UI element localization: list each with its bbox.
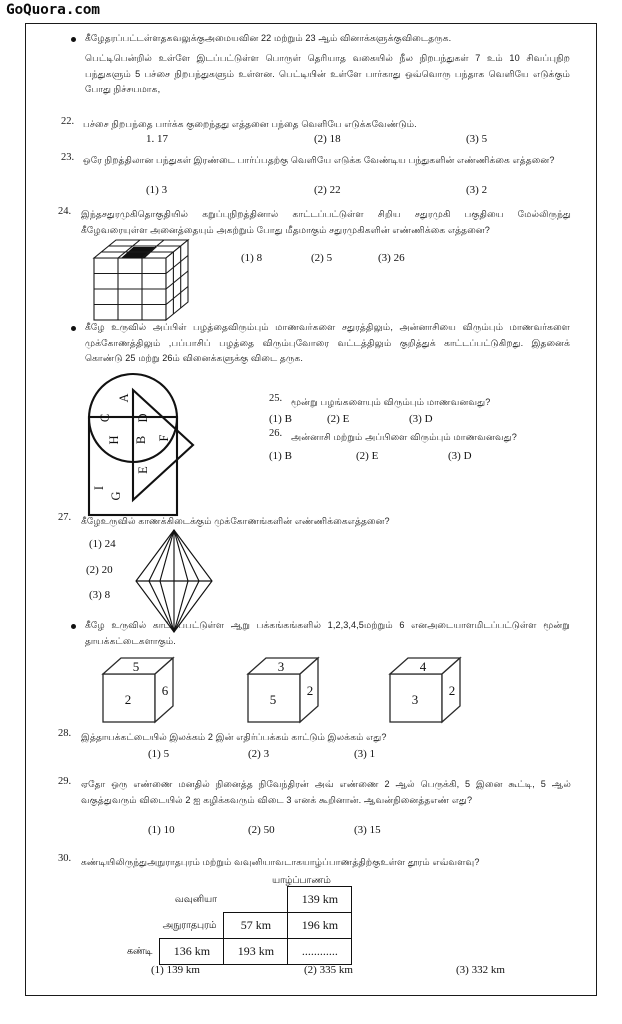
distance-table-column-header: யாழ்ப்பாணம் bbox=[272, 874, 331, 885]
q23-option-1[interactable]: (1) 3 bbox=[146, 184, 168, 196]
q22-option-2[interactable]: (2) 18 bbox=[314, 133, 341, 145]
q24-option-1[interactable]: (1) 8 bbox=[241, 252, 263, 264]
table-row bbox=[121, 887, 352, 913]
q28-option-2[interactable]: (2) 3 bbox=[248, 748, 270, 760]
table-row bbox=[121, 939, 352, 965]
q22-option-3[interactable]: (3) 5 bbox=[466, 133, 488, 145]
exam-page-frame bbox=[25, 23, 597, 996]
q26-number: 26. bbox=[269, 428, 283, 439]
q27-option-2[interactable]: (2) 20 bbox=[86, 564, 113, 576]
q25-options bbox=[26, 413, 597, 429]
q27-option-row-3 bbox=[26, 589, 597, 605]
dice-figure-3 bbox=[386, 654, 478, 726]
q26-option-3[interactable]: (3) D bbox=[448, 450, 472, 462]
venn-label-B: B bbox=[134, 435, 148, 445]
dice-figure-2 bbox=[244, 654, 336, 726]
q28-option-1[interactable]: (1) 5 bbox=[148, 748, 170, 760]
venn-label-E: E bbox=[136, 466, 150, 474]
q22-text: பச்சை நிறபந்தை பார்க்க குறைந்தது எத்தனை பந்தை வெளியே எடுக்கவேண்டும். bbox=[83, 119, 417, 129]
q24-number: 24. bbox=[58, 206, 72, 217]
q30-number: 30. bbox=[58, 853, 72, 864]
distance-table bbox=[121, 886, 352, 965]
q30-option-3[interactable]: (3) 332 km bbox=[456, 964, 505, 976]
dice-2-top-value: 3 bbox=[277, 659, 285, 674]
q22-option-1[interactable]: 1. 17 bbox=[146, 133, 168, 145]
exam-page-content bbox=[26, 24, 596, 995]
q27-option-row-2 bbox=[26, 564, 597, 580]
q23-text: ஒரே நிறத்திலான பந்துகள் இரண்டை பார்ப்பதற்கு வெளியே எடுக்க வேண்டிய பந்துகளின் எண்ணிக்கை எத்தனை? bbox=[83, 155, 555, 165]
q29-number: 29. bbox=[58, 776, 72, 787]
q27-option-row-1 bbox=[26, 538, 597, 554]
bullet-marker-25-26 bbox=[71, 326, 76, 331]
q23-option-3[interactable]: (3) 2 bbox=[466, 184, 488, 196]
q24-options bbox=[26, 252, 597, 268]
venn-label-G: G bbox=[109, 491, 123, 501]
q30-text: கண்டியிலிருந்துஅநுராதபுரம் மற்றும் வவுனியாவடாகயாழ்ப்பாணத்திற்குஉள்ள தூரம் எவ்வளவு? bbox=[81, 857, 480, 867]
q27-option-3[interactable]: (3) 8 bbox=[89, 589, 111, 601]
intro-dice-text: கீழே உருவில் காட்டப்பட்டுள்ள ஆறு பக்கங்கங்களில் 1,2,3,4,5மற்றும் 6 எனஅடையாளமிடப்பட்டுள்ள மூன்று தாயக்கட்டைகளாகும். bbox=[85, 620, 570, 646]
q28-options bbox=[26, 748, 597, 764]
cell-vavuniya-jaffna: 139 km bbox=[288, 887, 352, 913]
dice-3-front-value: 3 bbox=[411, 692, 419, 707]
venn-label-D: D bbox=[136, 413, 150, 423]
venn-label-I: I bbox=[92, 485, 106, 491]
cell-r0-c1 bbox=[224, 887, 288, 913]
bullet-marker-dice bbox=[71, 624, 76, 629]
dice-1-top-value: 5 bbox=[132, 659, 140, 674]
q29-option-1[interactable]: (1) 10 bbox=[148, 824, 175, 836]
spacer-cell bbox=[121, 887, 160, 913]
table-row bbox=[121, 913, 352, 939]
dice-figure-1 bbox=[99, 654, 191, 726]
row-label-vavuniya: வவுனியா bbox=[174, 893, 217, 904]
q26-option-2[interactable]: (2) E bbox=[356, 450, 379, 462]
intro-25-26-text: கீழே உருவில் அப்பிள் பழத்தைவிரும்பும் மாணவர்களை சதுரத்திலும், அன்னாசியை விரும்பும் மாணவர்களை முக்கோணத்திலும் ,பப்பாசிப் பழத்தை விரும்புவோரை வட்டத்திலும் குறித்துக் காட்டப்பட்டுகிறது. இதனைக் கொண்டு 25 மற்று 26ம் வினைக்களுக்கு விடை தருக. bbox=[85, 322, 571, 363]
q27-text: கீழேஉருவில் காணக்கிடைக்கும் முக்கோணங்களின் எண்ணிக்கைஎத்தனை? bbox=[81, 516, 390, 526]
venn-label-A: A bbox=[117, 393, 131, 403]
q23-option-2[interactable]: (2) 22 bbox=[314, 184, 341, 196]
q24-option-3[interactable]: (3) 26 bbox=[378, 252, 405, 264]
q25-number: 25. bbox=[269, 393, 283, 404]
q28-number: 28. bbox=[58, 728, 72, 739]
intro-22-23-bullet-text: கீழேதரப்பட்டள்ளதகவலுக்குஅமையவின 22 மற்றும் 23 ஆம் வினாக்களுக்குவிடைதருக. bbox=[85, 33, 452, 43]
q27-option-1[interactable]: (1) 24 bbox=[89, 538, 116, 550]
site-watermark: GoQuora.com bbox=[6, 2, 100, 18]
cube-stack-figure bbox=[88, 236, 200, 324]
q28-option-3[interactable]: (3) 1 bbox=[354, 748, 376, 760]
q24-option-2[interactable]: (2) 5 bbox=[311, 252, 333, 264]
cell-anuradhapura-vavuniya: 57 km bbox=[224, 913, 288, 939]
row-label-anuradhapura: அநுராதபுரம் bbox=[162, 918, 217, 930]
intro-22-23-passage: பெட்டிபென்றில் உள்ளே இடப்பட்டுள்ள பொருள் தெரியாத வகையில் நீல நிறபந்துகள் 7 உம் 10 சிவப்புநிற பந்துகளும் 5 பச்சை நிறபந்துகளும் உள்ளன. பெட்டியின் உள்ளே பார்காது ஒவ்வொரு பந்தாக வெளியே எடுக்கும் போது நிச்சயமாக, bbox=[85, 53, 570, 94]
q26-options bbox=[26, 450, 597, 466]
dice-3-right-value: 2 bbox=[448, 683, 456, 698]
q29-option-3[interactable]: (3) 15 bbox=[354, 824, 381, 836]
venn-label-C: C bbox=[98, 413, 112, 423]
dice-3-top-value: 4 bbox=[419, 659, 427, 674]
q29-text: ஏதோ ஒரு எண்ணை மனதில் நினைத்த நிவேந்திரன் அவ் எண்ணை 2 ஆல் பெருக்கி, 5 இனை கூட்டி, 5 ஆல் வகுத்துவரும் விடையில் 2 ஐ கழிக்கவரும் விடை 3 எனக் கூறினான். ஆவன்நினைத்தஎண் எது? bbox=[81, 779, 571, 805]
bullet-marker-22-23 bbox=[71, 37, 76, 42]
q26-option-1[interactable]: (1) B bbox=[269, 450, 292, 462]
q30-option-1[interactable]: (1) 139 km bbox=[151, 964, 200, 976]
cell-kandy-vavuniya: 193 km bbox=[224, 939, 288, 965]
q29-options bbox=[26, 824, 597, 840]
q25-option-1[interactable]: (1) B bbox=[269, 413, 292, 425]
dice-2-right-value: 2 bbox=[306, 683, 314, 698]
q24-text: இந்தசதுரமுகிதொகுதியில் கறுப்புநிறத்தினால் காட்டப்பட்டுள்ள சிறிய சதுரமுகி பகுதியை மேல்லிருந்து கீழேவரையுள்ள அனைத்தையும் அகற்றும் போது மீதமாகும் சதுரமுகிகளின் எண்ணிக்கை எத்தனை? bbox=[81, 209, 571, 235]
dice-2-front-value: 5 bbox=[269, 692, 277, 707]
q30-option-2[interactable]: (2) 335 km bbox=[304, 964, 353, 976]
venn-diagram-figure bbox=[71, 372, 251, 522]
q23-options bbox=[26, 184, 597, 200]
q29-option-2[interactable]: (2) 50 bbox=[248, 824, 275, 836]
venn-label-H: H bbox=[107, 435, 121, 445]
q22-number: 22. bbox=[61, 116, 75, 127]
q27-number: 27. bbox=[58, 512, 72, 523]
q30-options bbox=[26, 964, 597, 980]
cell-kandy-anuradhapura: 136 km bbox=[160, 939, 224, 965]
dice-1-front-value: 2 bbox=[124, 692, 132, 707]
dice-1-right-value: 6 bbox=[161, 683, 169, 698]
q26-text: அன்னாசி மற்றும் அப்பிளை விரும்பும் மாணவனவது? bbox=[291, 432, 517, 442]
q28-text: இத்தாயக்கட்டையில் இலக்கம் 2 இன் எதிர்ப்பக்கம் காட்டும் இலக்கம் எது? bbox=[81, 732, 387, 742]
q25-option-3[interactable]: (3) D bbox=[409, 413, 433, 425]
row-label-kandy: கண்டி bbox=[127, 945, 153, 956]
q25-text: மூன்று பழங்களையும் விரும்பும் மாணவனவது? bbox=[291, 397, 491, 407]
venn-label-F: F bbox=[157, 434, 171, 442]
q22-options bbox=[26, 133, 597, 149]
q23-number: 23. bbox=[61, 152, 75, 163]
q25-option-2[interactable]: (2) E bbox=[327, 413, 350, 425]
cell-kandy-jaffna: ............ bbox=[288, 939, 352, 965]
cell-anuradhapura-jaffna: 196 km bbox=[288, 913, 352, 939]
